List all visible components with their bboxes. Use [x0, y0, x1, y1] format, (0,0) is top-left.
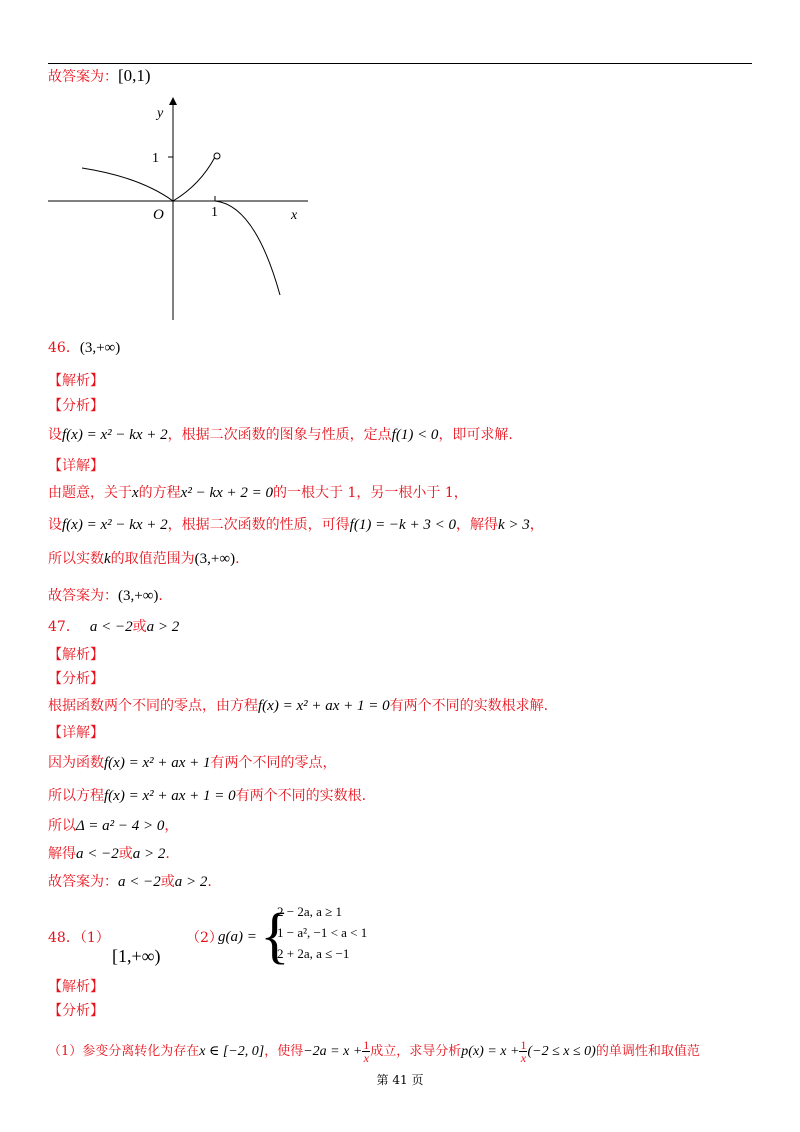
text: ，使得	[264, 1044, 304, 1059]
q46-header	[48, 338, 120, 358]
middle-curve	[173, 157, 215, 201]
q46-number: 46．	[48, 340, 80, 356]
math: f(x) = x² + ax + 1 = 0	[104, 788, 236, 804]
math: x ∈ [−2, 0]	[199, 1044, 265, 1059]
math: f(x) = x² + ax + 1 = 0	[258, 698, 390, 714]
text: （1）参变分离转化为存在	[48, 1044, 200, 1059]
text: ，解得	[455, 517, 498, 533]
text: 由题意，关于	[48, 485, 132, 501]
open-point	[214, 153, 220, 159]
piecewise-brace: {	[260, 902, 290, 970]
text: 的一根大于 1，另一根小于 1，	[273, 485, 468, 501]
math: x² − kx + 2 = 0	[180, 485, 274, 501]
text: 故答案为：	[48, 588, 118, 604]
q48-number: 48．	[48, 930, 80, 946]
text: 或	[160, 874, 175, 890]
text: .	[158, 588, 163, 604]
text: 成立，求导分析	[370, 1044, 462, 1059]
q47-detail-2	[48, 786, 366, 806]
text: ，根据二次函数的图象与性质，定点	[167, 427, 392, 443]
text: 有两个不同的零点，	[210, 755, 337, 771]
origin-label: O	[153, 207, 164, 223]
q46-detail-2	[48, 515, 544, 535]
math: f(x) = x² + ax + 1	[104, 755, 211, 771]
piece-2: 1 − a², −1 < a < 1	[277, 925, 368, 940]
text: 的取值范围为	[110, 551, 195, 567]
math: a > 2	[174, 874, 208, 890]
math: f(x) = x² − kx + 2	[62, 427, 168, 443]
q46-jiexi: 【解析】	[48, 373, 104, 389]
q46-answer: (3,+∞)	[79, 340, 121, 356]
text: 所以实数	[48, 551, 104, 567]
function-graph	[40, 95, 320, 325]
math: a < −2	[118, 874, 161, 890]
q48-analysis	[48, 1039, 700, 1064]
q46-detail-3	[48, 549, 240, 569]
math: a < −2	[76, 846, 119, 862]
denominator: x	[520, 1051, 527, 1065]
math: (−2 ≤ x ≤ 0)	[527, 1044, 596, 1059]
text: 故答案为：	[48, 874, 118, 890]
q47-analysis	[48, 696, 548, 716]
q47-detail-3	[48, 816, 178, 836]
math: (3,+∞)	[194, 551, 236, 567]
q46-xiangjie: 【详解】	[48, 458, 104, 474]
x-tick-label: 1	[211, 205, 218, 220]
piece-1: 2 − 2a, a ≥ 1	[277, 904, 343, 919]
text: 或	[132, 619, 147, 635]
text: 有两个不同的实数根求解.	[389, 698, 549, 714]
denominator: x	[363, 1051, 369, 1065]
q48-header	[48, 928, 110, 948]
right-curve	[215, 201, 280, 295]
math: p(x) = x +	[461, 1044, 520, 1059]
piece-3: 2 + 2a, a ≤ −1	[277, 946, 350, 961]
q47-detail-1	[48, 753, 337, 773]
text: ，	[529, 517, 544, 533]
q47-detail-4	[48, 844, 170, 864]
text: .	[207, 874, 212, 890]
text: 或	[118, 846, 133, 862]
text: 解得	[48, 846, 76, 862]
text: 有两个不同的实数根.	[235, 788, 367, 804]
q47-jiexi: 【解析】	[48, 647, 104, 663]
text: 所以方程	[48, 788, 104, 804]
math: (3,+∞)	[118, 588, 159, 604]
text: .	[165, 846, 170, 862]
text: 设	[48, 517, 62, 533]
text: ，根据二次函数的性质，可得	[167, 517, 350, 533]
header-rule	[48, 63, 752, 64]
text: .	[235, 551, 240, 567]
text: 因为函数	[48, 755, 104, 771]
math: f(1) < 0	[391, 427, 439, 443]
x-axis-label: x	[291, 208, 298, 223]
text: 设	[48, 427, 62, 443]
text: 的方程	[138, 485, 181, 501]
q47-number: 47．	[48, 619, 80, 635]
q47-header	[48, 617, 179, 637]
part1-label: （1）	[79, 930, 110, 946]
math: −2a = x +	[303, 1044, 363, 1059]
q46-final	[48, 586, 163, 606]
text: ，	[164, 818, 179, 834]
q48-g-lhs: g(a) =	[218, 929, 257, 945]
text: 所以	[48, 818, 76, 834]
numerator: 1	[520, 1038, 527, 1052]
page-footer: 第 41 页	[376, 1073, 424, 1087]
math: Δ = a² − 4 > 0	[76, 818, 165, 834]
y-tick-label: 1	[152, 151, 159, 166]
q48-part1-answer: [1,+∞)	[112, 946, 161, 966]
y-axis-label: y	[157, 106, 164, 121]
math: f(1) = −k + 3 < 0	[349, 517, 456, 533]
numerator: 1	[363, 1038, 370, 1052]
answer-label: 故答案为：	[48, 69, 118, 85]
text: 的单调性和取值范	[595, 1044, 700, 1059]
math: k > 3	[497, 517, 530, 533]
q47-fenxi: 【分析】	[48, 671, 104, 687]
answer-math: [0,1)	[118, 66, 151, 85]
math: k	[104, 551, 111, 567]
q46-fenxi: 【分析】	[48, 398, 104, 414]
q46-detail-1	[48, 483, 468, 503]
math: f(x) = x² − kx + 2	[62, 517, 168, 533]
q48-jiexi: 【解析】	[48, 979, 104, 995]
math: a > 2	[132, 846, 166, 862]
q48-fenxi: 【分析】	[48, 1003, 104, 1019]
math: x	[132, 485, 139, 501]
math: a > 2	[146, 619, 180, 635]
q47-xiangjie: 【详解】	[48, 725, 104, 741]
q48-part2-label: （2）	[186, 930, 223, 946]
math: a < −2	[89, 619, 133, 635]
text: 根据函数两个不同的零点，由方程	[48, 698, 258, 714]
intro-answer-line	[48, 66, 151, 87]
left-curve	[82, 168, 173, 201]
q46-analysis	[48, 425, 513, 445]
q47-final	[48, 872, 212, 892]
text: ，即可求解.	[438, 427, 513, 443]
